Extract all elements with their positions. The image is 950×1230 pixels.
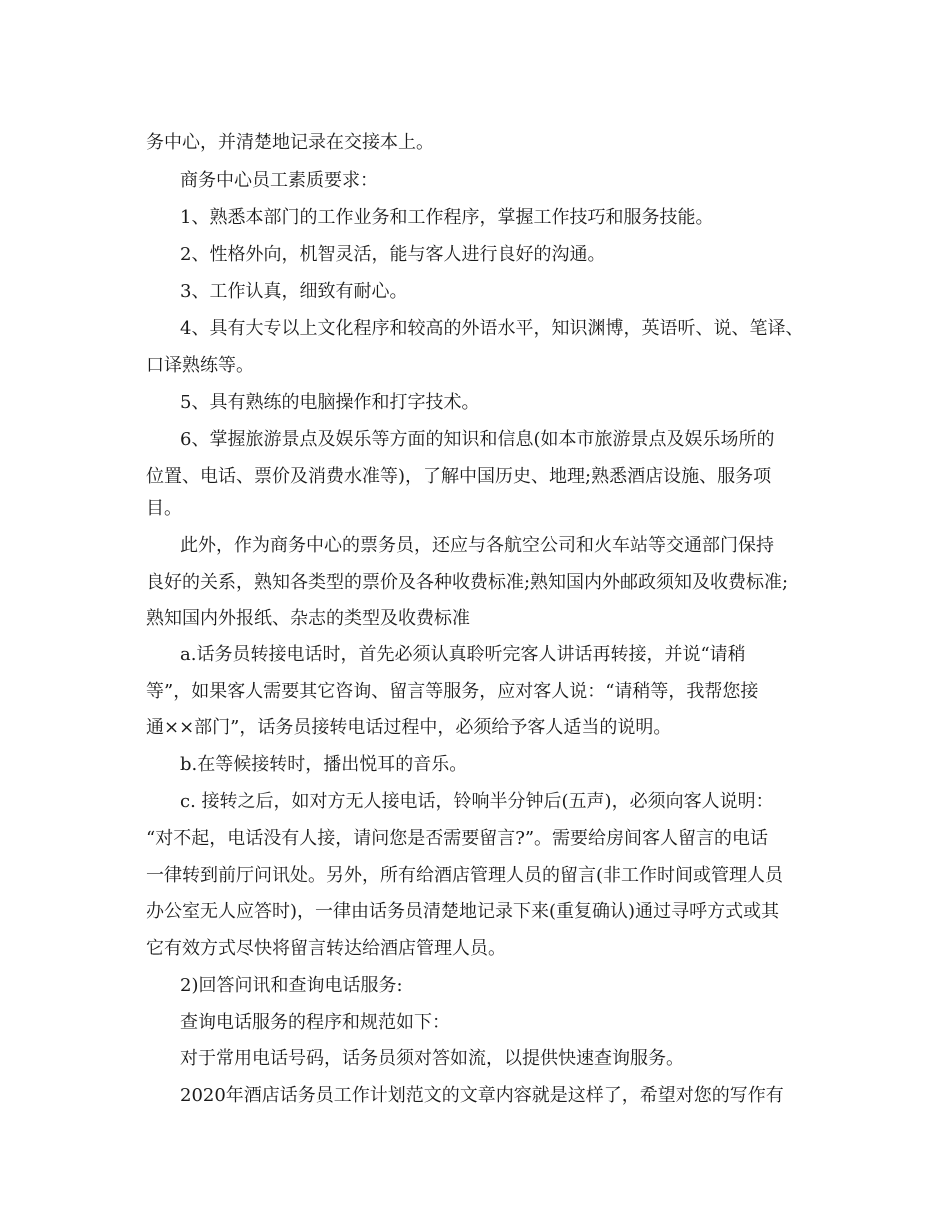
text-line-14: 熟知国内外报纸、杂志的类型及收费标准 <box>146 608 470 629</box>
text-line-7: 口译熟练等。 <box>146 355 254 376</box>
text-line-8: 5、具有熟练的电脑操作和打字技术。 <box>180 392 480 413</box>
text-line-24: 2)回答问讯和查询电话服务: <box>180 975 403 996</box>
text-line-6: 4、具有大专以上文化程序和较高的外语水平，知识渊博，英语听、说、笔译、 <box>180 318 804 339</box>
text-line-21: 一律转到前厅问讯处。另外，所有给酒店管理人员的留言(非工作时间或管理人员 <box>146 865 784 886</box>
text-line-20: “对不起，电话没有人接，请问您是否需要留言?”。需要给房间客人留言的电话 <box>146 828 769 849</box>
text-line-2: 商务中心员工素质要求： <box>180 170 378 191</box>
text-line-11: 目。 <box>146 498 182 519</box>
text-line-23: 它有效方式尽快将留言转达给酒店管理人员。 <box>146 938 506 959</box>
text-line-4: 2、性格外向，机智灵活，能与客人进行良好的沟通。 <box>180 244 606 265</box>
text-line-16: 等”，如果客人需要其它咨询、留言等服务，应对客人说：“请稍等，我帮您接 <box>146 681 759 702</box>
text-line-9: 6、掌握旅游景点及娱乐等方面的知识和信息(如本市旅游景点及娱乐场所的 <box>180 429 775 450</box>
text-line-12: 此外，作为商务中心的票务员，还应与各航空公司和火车站等交通部门保持 <box>180 535 774 556</box>
text-line-15: a.话务员转接电话时，首先必须认真聆听完客人讲话再转接，并说“请稍 <box>180 644 746 665</box>
text-line-27: 2020年酒店话务员工作计划范文的文章内容就是这样了，希望对您的写作有 <box>180 1085 784 1106</box>
text-line-1: 务中心，并清楚地记录在交接本上。 <box>146 132 434 153</box>
text-line-18: b.在等候接转时，播出悦耳的音乐。 <box>180 754 468 775</box>
text-line-19: c. 接转之后，如对方无人接电话，铃响半分钟后(五声)，必须向客人说明： <box>180 791 774 812</box>
text-line-17: 通××部门”，话务员接转电话过程中，必须给予客人适当的说明。 <box>146 717 672 738</box>
text-line-5: 3、工作认真，细致有耐心。 <box>180 281 408 302</box>
text-line-3: 1、熟悉本部门的工作业务和工作程序，掌握工作技巧和服务技能。 <box>180 207 714 228</box>
text-line-25: 查询电话服务的程序和规范如下： <box>180 1012 450 1033</box>
text-line-26: 对于常用电话号码，话务员须对答如流，以提供快速查询服务。 <box>180 1048 684 1069</box>
text-line-22: 办公室无人应答时)，一律由话务员清楚地记录下来(重复确认)通过寻呼方式或其 <box>146 901 780 922</box>
text-line-10: 位置、电话、票价及消费水准等)，了解中国历史、地理;熟悉酒店设施、服务项 <box>146 466 772 487</box>
text-line-13: 良好的关系，熟知各类型的票价及各种收费标准;熟知国内外邮政须知及收费标准; <box>146 572 789 593</box>
